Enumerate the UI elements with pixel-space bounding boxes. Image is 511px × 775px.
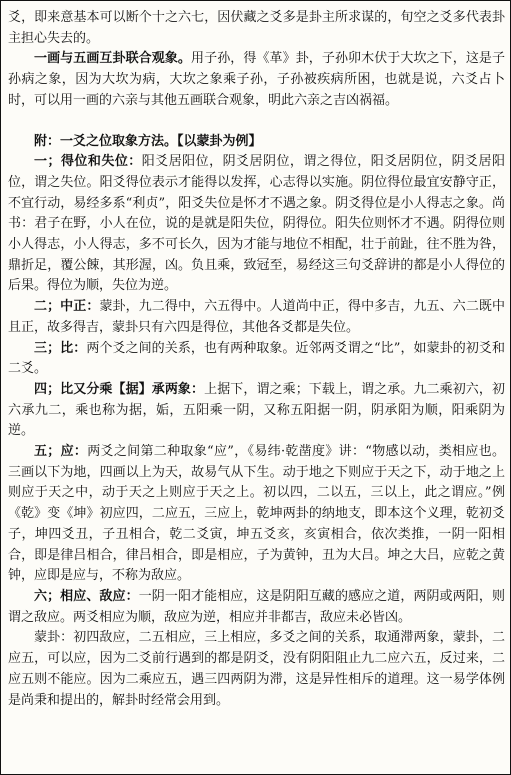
item-5-paragraph — [8, 442, 505, 587]
item-3-text: 两个爻之间的关系，也有两种取象。近邻两爻谓之“比”，如蒙卦的初爻和二爻。 — [8, 340, 505, 377]
item-6-heading: 六；相应、敌应： — [34, 588, 139, 604]
item-4-paragraph — [8, 380, 505, 442]
item-3-paragraph — [8, 339, 505, 380]
item-5-heading: 五；应： — [34, 444, 88, 460]
item-2-text: 蒙卦，九二得中，六五得中。人道尚中正，得中多吉，九五、六二既中且正，故多得吉，蒙卦只有六四是得位，其他各爻都是失位。 — [8, 299, 505, 335]
item-1-heading: 一；得位和失位： — [34, 154, 142, 170]
intro-paragraph-2 — [8, 49, 505, 111]
item-3-heading: 三；比： — [34, 340, 87, 356]
item-4-text: 上据下，谓之乘；下载上，谓之承。九二乘初六，初六承九二，乘也称为据，姤，五阳乘一阴，又称五阳据一阴，阴承阳为顺，阳乘阴为逆。 — [8, 381, 505, 439]
intro-paragraph-2-text: 用子孙，得《革》卦，子孙卯木伏于大坎之下，这是子孙病之象，因为大坎为病，大坎之象乘子孙，子孙被疾病所困，也就是说，六爻占卜时，可以用一画的六亲与其他五画联合观象，明此六亲之吉凶祸福。 — [8, 51, 505, 108]
item-5-text: 两爻之间第二种取象“应”，《易纬·乾凿度》讲：“物感以动，类相应也。三画以下为地，四画以上为天，故易气从下生。动于地之下则应于天之下，动于地之上则应于天之中，动于天之上则应于天之上。初以四，二以五，三以上，此之谓应。”例《乾》变《坤》初应四，二应五，三应上，乾坤两卦的纳地支，即本这个义理，乾初爻子，坤四爻丑，子丑相合，乾二爻寅，坤五爻亥，亥寅相合，依次类推，一阴一阳相合，即是律吕相合，律吕相合，即是相应，子为黄钟，丑为大吕。坤之大吕，应乾之黄钟，应即是应与，不称为敌应。 — [8, 444, 505, 584]
section-heading — [8, 132, 505, 153]
item-6-text: 一阴一阳才能相应，这是阴阳互藏的感应之道，两阴或两阳，则谓之敌应。两爻相应为顺，敌应为逆，相应并非都吉，敌应未必皆凶。 — [8, 588, 505, 625]
item-1-paragraph — [8, 152, 505, 297]
section-heading-text: 附：一爻之位取象方法。【以蒙卦为例】 — [34, 133, 262, 149]
item-1-text: 阳爻居阳位，阴爻居阴位，谓之得位，阳爻居阴位，阴爻居阳位，谓之失位。阳爻得位表示才能得以发挥，心志得以实施。阴位得位最宜安静守正，不宜行动，易经多系“利贞”，阳爻失位是怀才不遇之象。阴爻得位是小人得志之象。尚书：君子在野，小人在位，说的是就是阳失位，阴得位。阳失位则怀才不遇。阴得位则小人得志，小人得志，多不可长久，因为才能与地位不相配，壮于前趾，往不胜为咎，鼎折足，覆公餗，其形渥，凶。负且乘，致冠至，易经这三句爻辞讲的都是小人得位的后果。得位为顺，失位为逆。 — [8, 154, 505, 294]
document-body — [8, 8, 505, 711]
intro-paragraph-1: 爻，即来意基本可以断个十之六七，因伏藏之爻多是卦主所求谋的，旬空之爻多代表卦主担心失去的。 — [8, 10, 505, 46]
item-4-heading: 四；比又分乘【据】承两象： — [34, 381, 205, 397]
intro-paragraph-2-heading: 一画与五画互卦联合观象。 — [34, 51, 192, 67]
item-6-paragraph — [8, 587, 505, 628]
item-2-paragraph — [8, 297, 505, 338]
item-2-heading: 二；中正： — [34, 299, 100, 315]
item-7-paragraph: 蒙卦：初四敌应，二五相应，三上相应，多爻之间的关系，取通滞两象，蒙卦，二应五，可以应，因为二爻前行遇到的都是阴爻，没有阴阳阻止九二应六五，反过来，二应五则不能应。因为二乘应五，遇三四两阴为滞，这是异性相斥的道理。这一易学体例是尚秉和提出的，解卦时经常会用到。 — [8, 630, 505, 708]
